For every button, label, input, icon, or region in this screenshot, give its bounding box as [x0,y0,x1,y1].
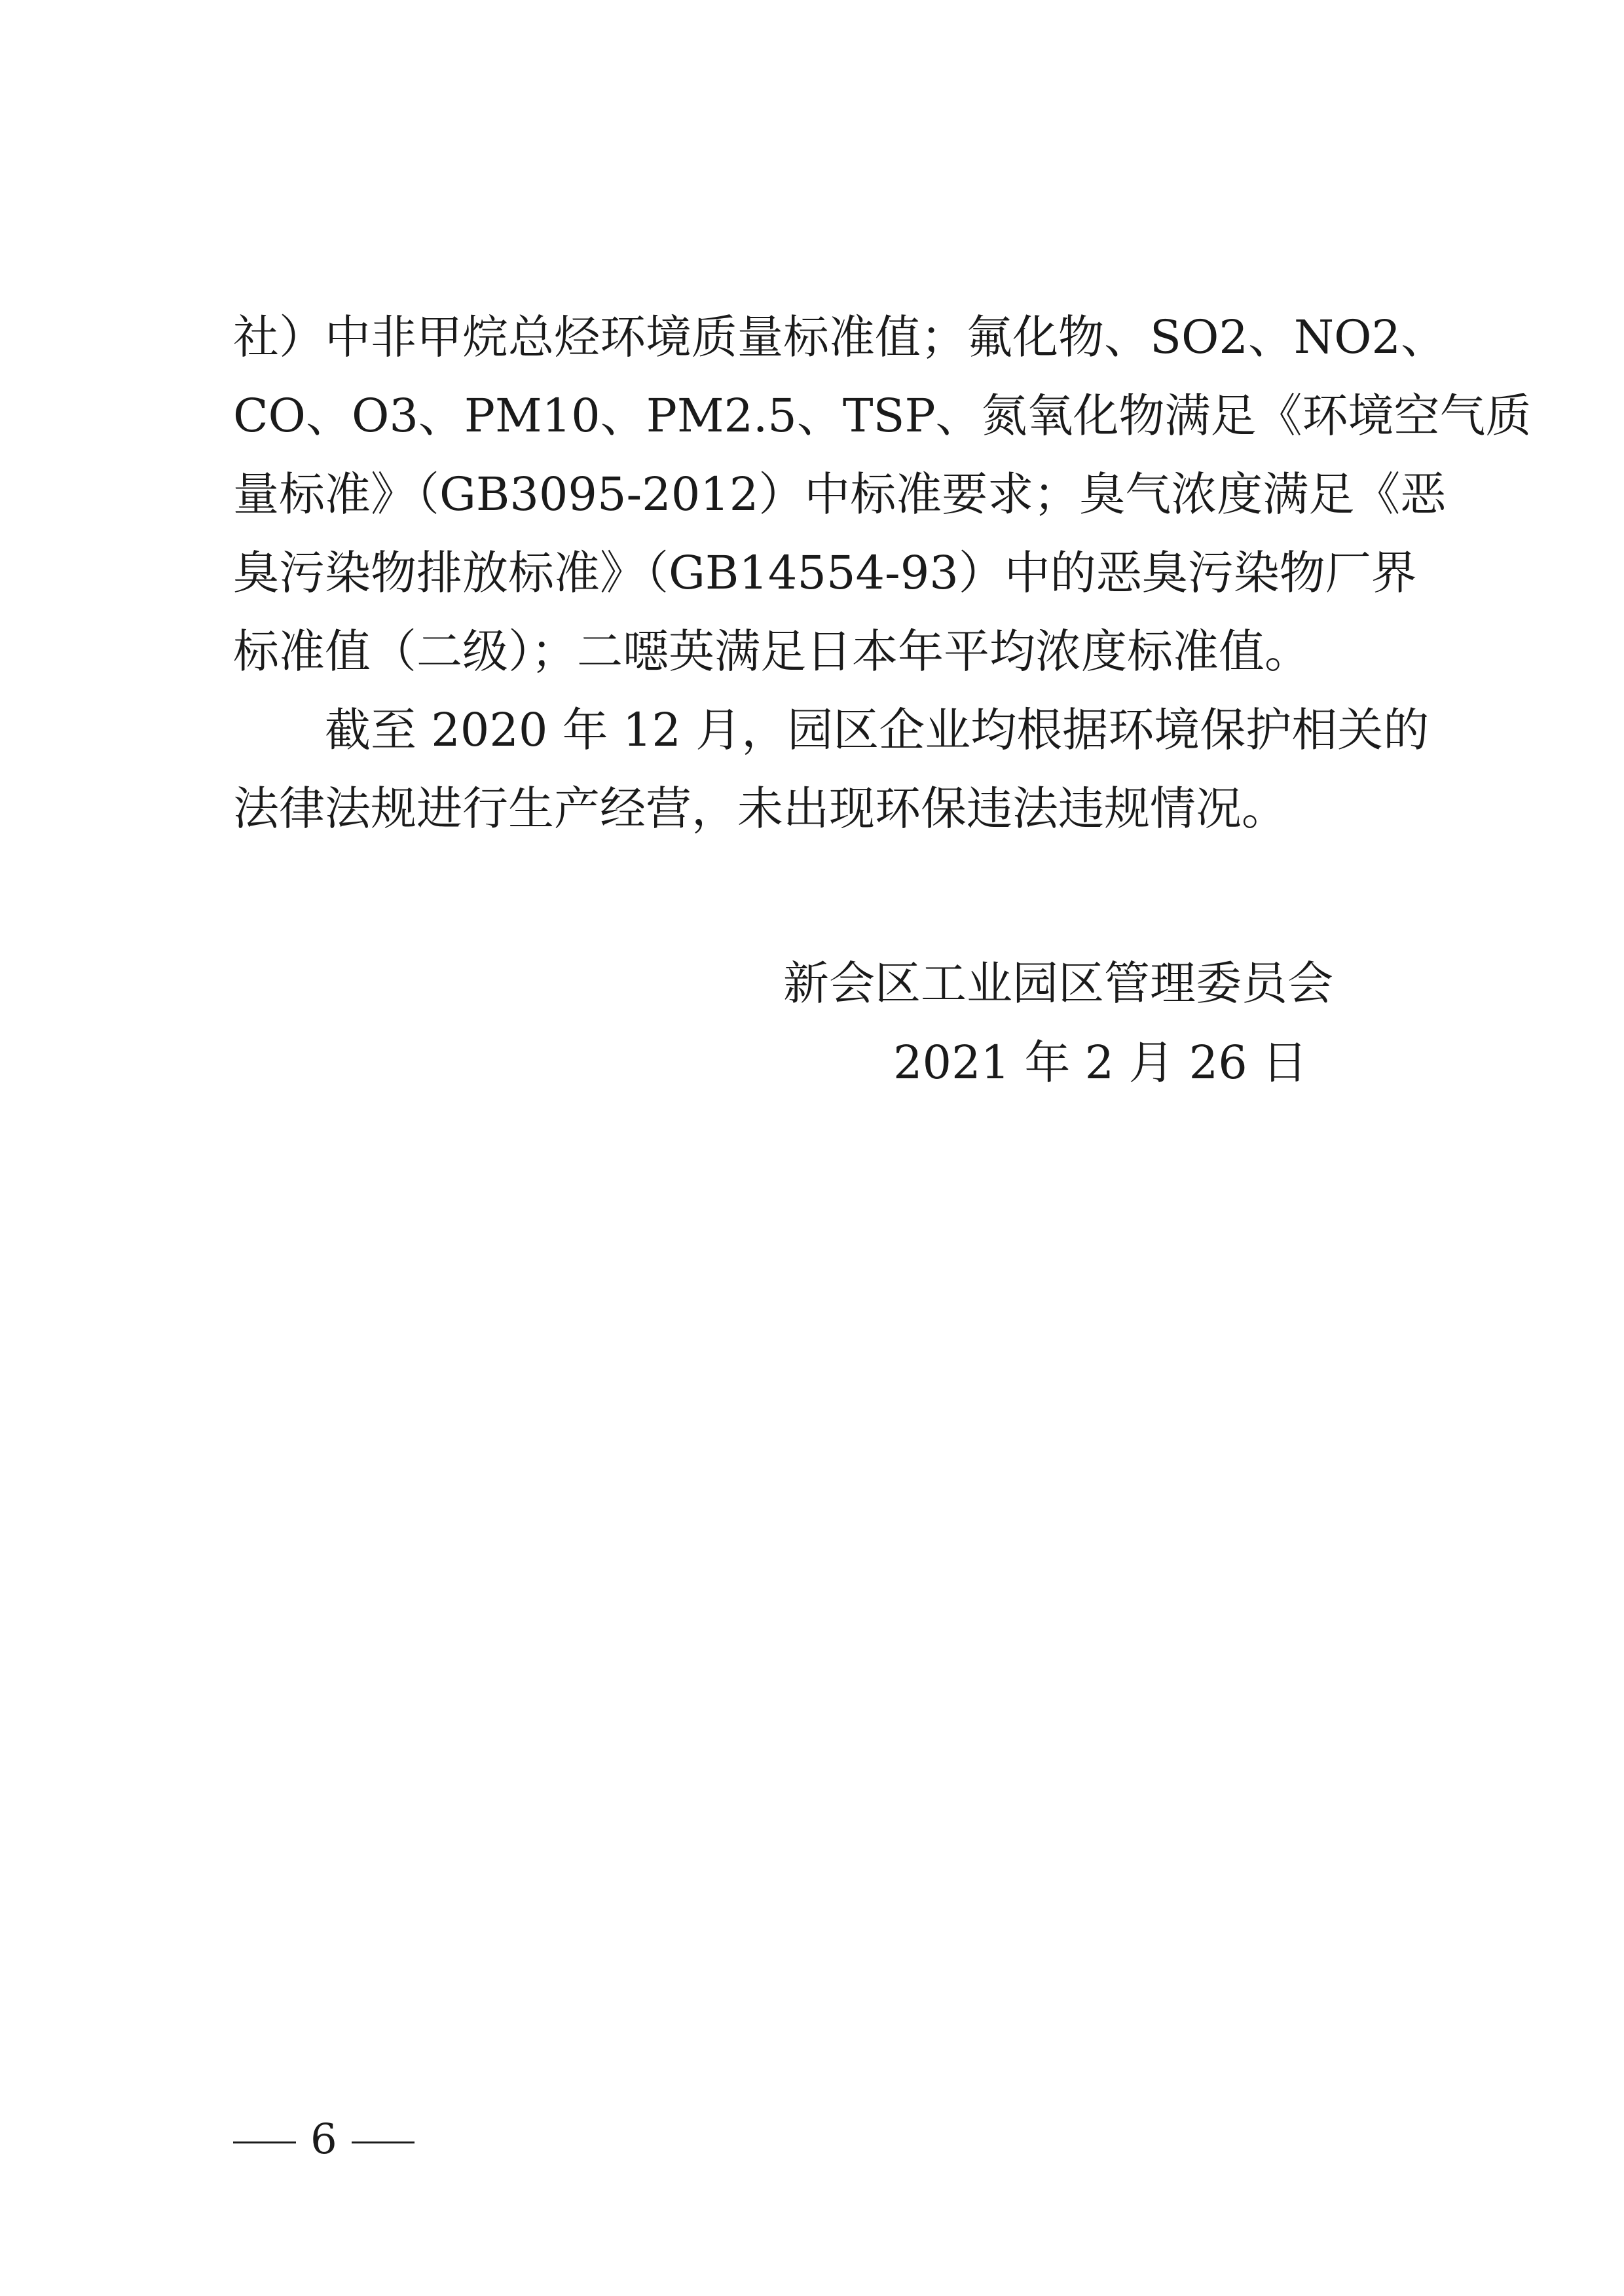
signature-organization: 新会区工业园区管理委员会 [783,957,1333,1010]
paragraph-line: 臭污染物排放标准》（GB14554-93）中的恶臭污染物厂界 [233,546,1417,600]
signature-date: 2021 年 2 月 26 日 [893,1036,1308,1089]
paragraph-line: 标准值（二级）；二噁英满足日本年平均浓度标准值。 [233,625,1310,678]
paragraph-2 [233,691,1430,848]
paragraph-line: 量标准》（GB3095-2012）中标准要求；臭气浓度满足《恶 [233,467,1447,521]
paragraph-line: 社）中非甲烷总烃环境质量标准值；氟化物、SO2、NO2、 [233,310,1447,364]
paragraph-line: 法律法规进行生产经营，未出现环保违法违规情况。 [233,782,1287,835]
paragraph-line: CO、O3、PM10、PM2.5、TSP、氮氧化物满足《环境空气质 [233,389,1532,443]
page-number-dash-right [352,2141,415,2143]
page-number: 6 [310,2115,337,2164]
page-number-dash-left [233,2141,296,2143]
page-footer [233,2107,415,2172]
document-body [233,298,1532,848]
paragraph-1 [233,298,1532,691]
paragraph-line: 截至 2020 年 12 月，园区企业均根据环境保护相关的 [325,703,1430,757]
